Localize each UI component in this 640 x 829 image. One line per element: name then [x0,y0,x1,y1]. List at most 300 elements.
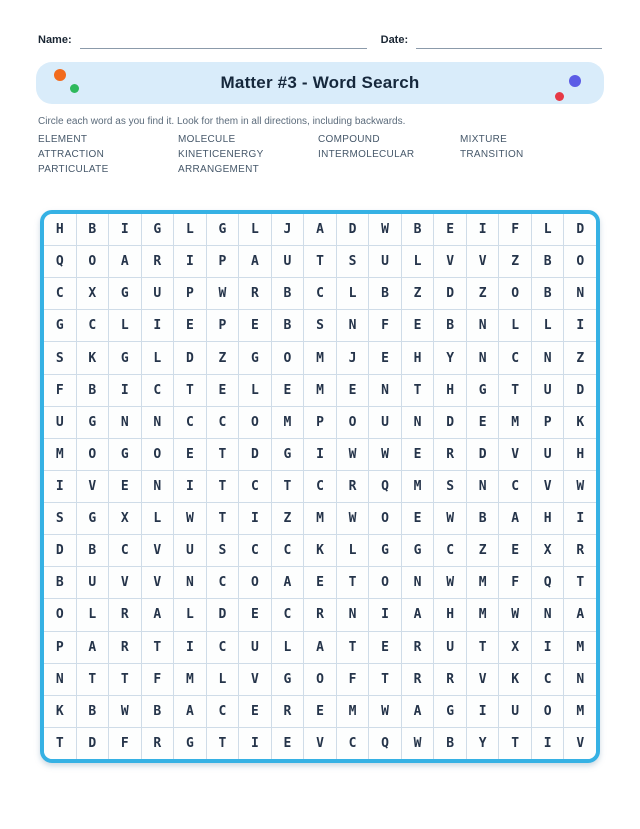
grid-cell[interactable]: T [44,728,76,759]
grid-cell[interactable]: I [109,375,141,406]
grid-cell[interactable]: N [142,471,174,502]
grid-cell[interactable]: C [77,310,109,341]
grid-cell[interactable]: R [142,246,174,277]
grid-cell[interactable]: M [467,599,499,630]
grid-cell[interactable]: N [369,375,401,406]
grid-cell[interactable]: E [272,375,304,406]
grid-cell[interactable]: I [369,599,401,630]
grid-cell[interactable]: D [564,214,596,245]
grid-cell[interactable]: N [174,567,206,598]
grid-cell[interactable]: S [304,310,336,341]
grid-cell[interactable]: A [174,696,206,727]
grid-cell[interactable]: P [304,407,336,438]
grid-cell[interactable]: G [369,535,401,566]
grid-cell[interactable]: D [239,439,271,470]
grid-cell[interactable]: U [532,375,564,406]
grid-cell[interactable]: U [272,246,304,277]
grid-cell[interactable]: W [174,503,206,534]
grid-cell[interactable]: V [142,535,174,566]
grid-cell[interactable]: M [44,439,76,470]
grid-cell[interactable]: N [532,342,564,373]
grid-cell[interactable]: E [304,567,336,598]
grid-cell[interactable]: W [402,728,434,759]
grid-cell[interactable]: I [467,696,499,727]
grid-cell[interactable]: O [369,567,401,598]
grid-cell[interactable]: I [174,246,206,277]
grid-cell[interactable]: B [44,567,76,598]
grid-cell[interactable]: E [272,728,304,759]
grid-cell[interactable]: R [142,728,174,759]
grid-cell[interactable]: T [174,375,206,406]
grid-cell[interactable]: Z [499,246,531,277]
grid-cell[interactable]: I [564,503,596,534]
grid-cell[interactable]: L [142,342,174,373]
grid-cell[interactable]: M [272,407,304,438]
grid-cell[interactable]: Y [434,342,466,373]
grid-cell[interactable]: C [109,535,141,566]
grid-cell[interactable]: L [239,214,271,245]
grid-cell[interactable]: V [109,567,141,598]
grid-cell[interactable]: C [207,407,239,438]
grid-cell[interactable]: I [467,214,499,245]
grid-cell[interactable]: E [499,535,531,566]
grid-cell[interactable]: R [434,439,466,470]
grid-cell[interactable]: B [532,278,564,309]
grid-cell[interactable]: R [109,599,141,630]
grid-cell[interactable]: C [207,567,239,598]
grid-cell[interactable]: W [369,439,401,470]
grid-cell[interactable]: V [434,246,466,277]
grid-cell[interactable]: M [304,342,336,373]
grid-cell[interactable]: S [44,342,76,373]
word-item: PARTICULATE [38,164,109,175]
grid-cell[interactable]: O [272,342,304,373]
instructions-text: Circle each word as you find it. Look for them in all directions, including backwards. [38,116,406,127]
grid-cell[interactable]: U [142,278,174,309]
grid-cell[interactable]: T [207,471,239,502]
grid-cell[interactable]: Z [272,503,304,534]
grid-cell[interactable]: N [337,310,369,341]
grid-cell[interactable]: Q [369,728,401,759]
grid-cell[interactable]: G [402,535,434,566]
grid-cell[interactable]: T [337,567,369,598]
grid-cell[interactable]: W [434,567,466,598]
grid-cell[interactable]: S [337,246,369,277]
grid-cell[interactable]: Z [207,342,239,373]
grid-cell[interactable]: C [304,471,336,502]
grid-cell[interactable]: G [44,310,76,341]
grid-cell[interactable]: C [239,471,271,502]
grid-cell[interactable]: E [337,375,369,406]
grid-cell[interactable]: F [142,664,174,695]
grid-cell[interactable]: W [109,696,141,727]
grid-cell[interactable]: R [109,632,141,663]
grid-cell[interactable]: P [44,632,76,663]
grid-cell[interactable]: X [499,632,531,663]
grid-cell[interactable]: O [564,246,596,277]
grid-cell[interactable]: A [142,599,174,630]
grid-cell[interactable]: S [434,471,466,502]
grid-cell[interactable]: G [239,342,271,373]
grid-cell[interactable]: G [109,342,141,373]
grid-cell[interactable]: B [467,503,499,534]
grid-cell[interactable]: G [109,278,141,309]
grid-cell[interactable]: C [304,278,336,309]
grid-cell[interactable]: K [564,407,596,438]
grid-cell[interactable]: S [44,503,76,534]
grid-cell[interactable]: B [402,214,434,245]
grid-cell[interactable]: I [564,310,596,341]
date-input-line[interactable] [416,32,602,49]
grid-cell[interactable]: B [434,728,466,759]
grid-cell[interactable]: F [44,375,76,406]
grid-cell[interactable]: T [369,664,401,695]
grid-cell[interactable]: E [174,310,206,341]
grid-cell[interactable]: U [369,246,401,277]
grid-cell[interactable]: D [467,439,499,470]
grid-cell[interactable]: O [369,503,401,534]
grid-cell[interactable]: E [239,310,271,341]
grid-cell[interactable]: R [239,278,271,309]
name-input-line[interactable] [80,32,367,49]
grid-cell[interactable]: G [174,728,206,759]
grid-cell[interactable]: L [174,214,206,245]
grid-cell[interactable]: A [402,696,434,727]
grid-cell[interactable]: O [239,567,271,598]
grid-cell[interactable]: E [467,407,499,438]
grid-cell[interactable]: F [337,664,369,695]
grid-cell[interactable]: E [434,214,466,245]
grid-cell[interactable]: R [337,471,369,502]
grid-cell[interactable]: M [467,567,499,598]
grid-cell[interactable]: A [564,599,596,630]
red-dot-icon [555,92,564,101]
grid-cell[interactable]: E [369,342,401,373]
grid-cell[interactable]: L [174,599,206,630]
grid-cell[interactable]: Q [369,471,401,502]
grid-cell[interactable]: L [532,214,564,245]
grid-cell[interactable]: D [434,278,466,309]
grid-cell[interactable]: R [304,599,336,630]
grid-cell[interactable]: O [142,439,174,470]
grid-cell[interactable]: V [499,439,531,470]
grid-cell[interactable]: G [467,375,499,406]
grid-cell[interactable]: C [207,696,239,727]
grid-cell[interactable]: N [402,407,434,438]
grid-cell[interactable]: W [564,471,596,502]
grid-cell[interactable]: L [142,503,174,534]
grid-cell[interactable]: H [434,599,466,630]
grid-cell[interactable]: G [207,214,239,245]
grid-cell[interactable]: I [142,310,174,341]
grid-cell[interactable]: J [272,214,304,245]
grid-cell[interactable]: Z [564,342,596,373]
grid-cell[interactable]: I [174,471,206,502]
word-item: ATTRACTION [38,149,105,160]
grid-cell[interactable]: W [337,439,369,470]
grid-cell[interactable]: O [239,407,271,438]
grid-cell[interactable]: M [402,471,434,502]
grid-cell[interactable]: T [337,632,369,663]
grid-cell[interactable]: C [207,632,239,663]
grid-cell[interactable]: R [434,664,466,695]
grid-cell[interactable]: A [402,599,434,630]
grid-cell[interactable]: G [142,214,174,245]
grid-cell[interactable]: I [532,632,564,663]
grid-cell[interactable]: P [207,246,239,277]
grid-cell[interactable]: H [564,439,596,470]
grid-cell[interactable]: V [239,664,271,695]
grid-cell[interactable]: A [239,246,271,277]
grid-cell[interactable]: E [239,599,271,630]
grid-cell[interactable]: V [142,567,174,598]
grid-cell[interactable]: N [467,471,499,502]
grid-cell[interactable]: T [499,375,531,406]
grid-cell[interactable]: L [499,310,531,341]
grid-cell[interactable]: M [564,632,596,663]
grid-cell[interactable]: Y [467,728,499,759]
grid-cell[interactable]: N [142,407,174,438]
grid-cell[interactable]: H [44,214,76,245]
grid-cell[interactable]: K [499,664,531,695]
grid-cell[interactable]: A [272,567,304,598]
grid-cell[interactable]: N [402,567,434,598]
grid-cell[interactable]: O [77,246,109,277]
grid-cell[interactable]: F [109,728,141,759]
grid-cell[interactable]: E [304,696,336,727]
grid-cell[interactable]: I [174,632,206,663]
grid-cell[interactable]: W [369,214,401,245]
grid-cell[interactable]: T [207,503,239,534]
grid-cell[interactable]: T [207,439,239,470]
grid-cell[interactable]: T [142,632,174,663]
grid-cell[interactable]: Z [467,535,499,566]
grid-cell[interactable]: C [142,375,174,406]
grid-cell[interactable]: C [499,471,531,502]
grid-cell[interactable]: C [239,535,271,566]
grid-cell[interactable]: F [499,214,531,245]
grid-cell[interactable]: U [434,632,466,663]
grid-cell[interactable]: Z [402,278,434,309]
grid-cell[interactable]: M [564,696,596,727]
grid-cell[interactable]: M [337,696,369,727]
grid-cell[interactable]: O [77,439,109,470]
grid-cell[interactable]: G [272,439,304,470]
grid-cell[interactable]: C [434,535,466,566]
grid-cell[interactable]: B [434,310,466,341]
grid-cell[interactable]: M [304,503,336,534]
grid-cell[interactable]: R [402,664,434,695]
grid-cell[interactable]: T [564,567,596,598]
grid-cell[interactable]: C [337,728,369,759]
grid-cell[interactable]: O [532,696,564,727]
grid-cell[interactable]: N [467,342,499,373]
grid-cell[interactable]: E [402,439,434,470]
grid-cell[interactable]: F [499,567,531,598]
grid-cell[interactable]: N [564,664,596,695]
grid-cell[interactable]: I [109,214,141,245]
grid-cell[interactable]: L [239,375,271,406]
grid-cell[interactable]: B [272,278,304,309]
grid-cell[interactable]: U [239,632,271,663]
grid-cell[interactable]: T [77,664,109,695]
grid-cell[interactable]: T [207,728,239,759]
grid-cell[interactable]: V [304,728,336,759]
grid-cell[interactable]: W [337,503,369,534]
grid-cell[interactable]: L [337,278,369,309]
grid-cell[interactable]: X [77,278,109,309]
grid-cell[interactable]: V [564,728,596,759]
grid-cell[interactable]: I [532,728,564,759]
grid-cell[interactable]: L [337,535,369,566]
grid-cell[interactable]: B [142,696,174,727]
grid-cell[interactable]: H [532,503,564,534]
orange-dot-icon [54,69,66,81]
grid-cell[interactable]: M [174,664,206,695]
grid-cell[interactable]: X [532,535,564,566]
grid-cell[interactable]: R [564,535,596,566]
grid-cell[interactable]: U [44,407,76,438]
grid-cell[interactable]: E [369,632,401,663]
header-row [38,30,602,49]
grid-cell[interactable]: S [207,535,239,566]
grid-cell[interactable]: M [499,407,531,438]
grid-cell[interactable]: V [467,246,499,277]
grid-cell[interactable]: N [532,599,564,630]
grid-cell[interactable]: T [499,728,531,759]
grid-cell[interactable]: V [77,471,109,502]
grid-cell[interactable]: J [337,342,369,373]
grid-cell[interactable]: L [272,632,304,663]
grid-cell[interactable]: T [402,375,434,406]
grid-cell[interactable]: C [272,535,304,566]
grid-cell[interactable]: E [109,471,141,502]
grid-cell[interactable]: I [239,503,271,534]
grid-cell[interactable]: B [77,696,109,727]
grid-cell[interactable]: C [44,278,76,309]
grid-cell[interactable]: U [532,439,564,470]
grid-cell[interactable]: L [207,664,239,695]
grid-cell[interactable]: N [564,278,596,309]
grid-cell[interactable]: C [272,599,304,630]
grid-cell[interactable]: D [77,728,109,759]
grid-cell[interactable]: H [402,342,434,373]
grid-cell[interactable]: Q [532,567,564,598]
grid-cell[interactable]: G [109,439,141,470]
grid-cell[interactable]: B [272,310,304,341]
grid-cell[interactable]: G [434,696,466,727]
grid-cell[interactable]: K [44,696,76,727]
grid-cell[interactable]: L [532,310,564,341]
grid-cell[interactable]: B [369,278,401,309]
grid-cell[interactable]: D [337,214,369,245]
grid-cell[interactable]: M [304,375,336,406]
grid-cell[interactable]: A [304,214,336,245]
grid-cell[interactable]: L [109,310,141,341]
grid-cell[interactable]: G [77,503,109,534]
grid-cell[interactable]: W [369,696,401,727]
grid-cell[interactable]: C [499,342,531,373]
title-banner [36,62,604,104]
grid-cell[interactable]: I [304,439,336,470]
grid-cell[interactable]: Z [467,278,499,309]
word-item: INTERMOLECULAR [318,149,415,160]
grid-cell[interactable]: I [239,728,271,759]
grid-cell[interactable]: B [77,535,109,566]
grid-cell[interactable]: D [44,535,76,566]
grid-cell[interactable]: H [434,375,466,406]
grid-cell[interactable]: N [337,599,369,630]
grid-cell[interactable]: K [77,342,109,373]
grid-cell[interactable]: N [109,407,141,438]
grid-cell[interactable]: G [272,664,304,695]
grid-cell[interactable]: W [207,278,239,309]
grid-cell[interactable]: B [77,214,109,245]
grid-cell[interactable]: U [369,407,401,438]
grid-cell[interactable]: W [434,503,466,534]
grid-cell[interactable]: P [532,407,564,438]
grid-cell[interactable]: K [304,535,336,566]
grid-cell[interactable]: U [77,567,109,598]
grid-cell[interactable]: U [499,696,531,727]
grid-cell[interactable]: E [239,696,271,727]
grid-cell[interactable]: W [499,599,531,630]
grid-cell[interactable]: R [402,632,434,663]
grid-cell[interactable]: Q [44,246,76,277]
grid-cell[interactable]: A [77,632,109,663]
grid-cell[interactable]: O [499,278,531,309]
grid-cell[interactable]: D [434,407,466,438]
grid-cell[interactable]: P [174,278,206,309]
grid-cell[interactable]: D [207,599,239,630]
grid-cell[interactable]: T [467,632,499,663]
grid-cell[interactable]: N [467,310,499,341]
grid-cell[interactable]: X [109,503,141,534]
grid-cell[interactable]: L [77,599,109,630]
grid-cell[interactable]: E [402,310,434,341]
grid-cell[interactable]: B [77,375,109,406]
grid-cell[interactable]: I [44,471,76,502]
grid-cell[interactable]: F [369,310,401,341]
grid-cell[interactable]: D [564,375,596,406]
grid-cell[interactable]: A [109,246,141,277]
grid-cell[interactable]: C [174,407,206,438]
grid-cell[interactable]: T [272,471,304,502]
grid-cell[interactable]: O [304,664,336,695]
grid-cell[interactable]: L [402,246,434,277]
grid-cell[interactable]: E [207,375,239,406]
grid-cell[interactable]: D [174,342,206,373]
grid-cell[interactable]: E [402,503,434,534]
grid-cell[interactable]: A [304,632,336,663]
grid-cell[interactable]: R [272,696,304,727]
grid-cell[interactable]: V [532,471,564,502]
grid-cell[interactable]: B [532,246,564,277]
grid-cell[interactable]: A [499,503,531,534]
grid-cell[interactable]: E [174,439,206,470]
grid-cell[interactable]: N [44,664,76,695]
grid-cell[interactable]: V [467,664,499,695]
grid-cell[interactable]: G [77,407,109,438]
grid-cell[interactable]: O [337,407,369,438]
grid-cell[interactable]: C [532,664,564,695]
grid-cell[interactable]: P [207,310,239,341]
grid-cell[interactable]: T [304,246,336,277]
grid-cell[interactable]: T [109,664,141,695]
grid-cell[interactable]: O [44,599,76,630]
name-label: Name: [38,34,72,46]
grid-cell[interactable]: U [174,535,206,566]
